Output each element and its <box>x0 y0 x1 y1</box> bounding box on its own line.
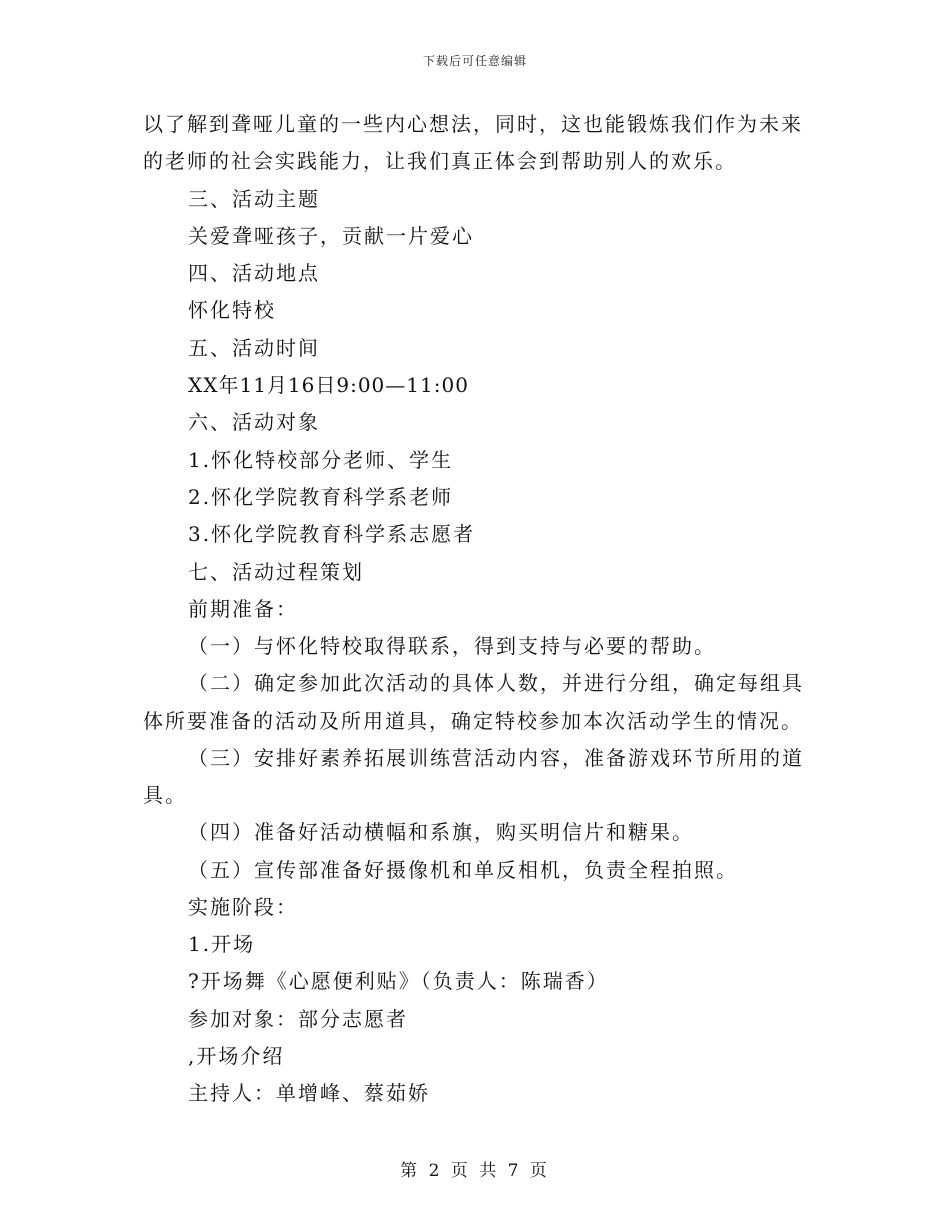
paragraph-line: 以了解到聋哑儿童的一些内心想法，同时，这也能锻炼我们作为未来 <box>143 112 803 136</box>
paragraph-line: 体所要准备的活动及所用道具，确定特校参加本次活动学生的情况。 <box>143 709 803 733</box>
page-header-note: 下载后可任意编辑 <box>422 54 527 68</box>
list-item: 1.开场 <box>188 932 256 956</box>
paragraph-line: （二）确定参加此次活动的具体人数，并进行分组，确定每组具 <box>188 671 804 695</box>
list-item: 1.怀化特校部分老师、学生 <box>188 448 454 472</box>
list-item: 3.怀化学院教育科学系志愿者 <box>188 522 476 546</box>
paragraph-line: 关爱聋哑孩子，贡献一片爱心 <box>188 224 474 248</box>
section-heading-time: 五、活动时间 <box>188 336 320 360</box>
section-heading-theme: 三、活动主题 <box>188 187 320 211</box>
subheading-preparation: 前期准备： <box>188 597 298 621</box>
paragraph-line: ?开场舞《心愿便利贴》（负责人：陈瑞香） <box>188 969 609 993</box>
paragraph-line: 的老师的社会实践能力，让我们真正体会到帮助别人的欢乐。 <box>143 149 737 173</box>
section-heading-location: 四、活动地点 <box>188 261 320 285</box>
section-heading-audience: 六、活动对象 <box>188 410 320 434</box>
section-heading-process: 七、活动过程策划 <box>188 560 364 584</box>
paragraph-line: 具。 <box>143 783 187 807</box>
paragraph-line: 参加对象：部分志愿者 <box>188 1007 408 1031</box>
paragraph-line: （五）宣传部准备好摄像机和单反相机，负责全程拍照。 <box>188 858 738 882</box>
paragraph-line: （三）安排好素养拓展训练营活动内容，准备游戏环节所用的道 <box>188 746 804 770</box>
subheading-implementation: 实施阶段： <box>188 895 298 919</box>
paragraph-line: ,开场介绍 <box>188 1044 285 1068</box>
paragraph-line: 主持人：单增峰、蔡茹娇 <box>188 1081 430 1105</box>
list-item: 2.怀化学院教育科学系老师 <box>188 485 454 509</box>
paragraph-line: （四）准备好活动横幅和系旗，购买明信片和糖果。 <box>188 820 694 844</box>
paragraph-line: （一）与怀化特校取得联系，得到支持与必要的帮助。 <box>188 634 716 658</box>
paragraph-line: 怀化特校 <box>188 298 276 322</box>
page-number: 第 2 页 共 7 页 <box>400 1161 550 1181</box>
paragraph-line: XX年11月16日9:00—11:00 <box>188 373 469 397</box>
